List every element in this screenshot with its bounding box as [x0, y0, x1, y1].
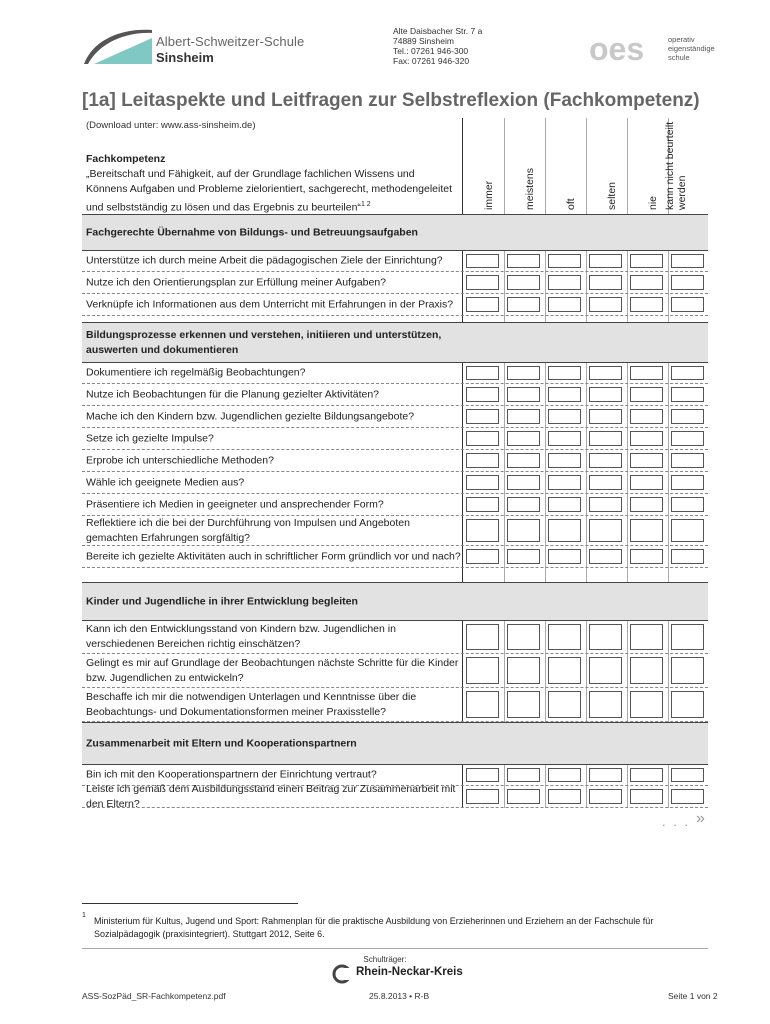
rating-checkbox[interactable] [589, 275, 622, 290]
rating-checkbox[interactable] [507, 275, 540, 290]
footer-divider [82, 948, 708, 949]
rating-checkbox[interactable] [466, 409, 499, 424]
rating-checkbox[interactable] [466, 768, 499, 782]
rating-checkbox[interactable] [507, 366, 540, 380]
question-text: Mache ich den Kindern bzw. Jugendlichen gezielte Bildungsangebote? [86, 410, 415, 422]
rating-checkbox[interactable] [589, 297, 622, 312]
question-row [82, 406, 708, 428]
rating-checkbox[interactable] [630, 409, 663, 424]
question-text: Bin ich mit den Kooperationspartnern der Einrichtung vertraut? [86, 768, 377, 781]
rating-checkbox[interactable] [589, 519, 622, 542]
rating-checkbox[interactable] [507, 519, 540, 542]
rating-checkbox[interactable] [589, 254, 622, 268]
rating-checkbox[interactable] [507, 387, 540, 402]
column-header-label: selten [605, 181, 618, 210]
footnote-text: Ministerium für Kultus, Jugend und Sport: Rahmenplan für die praktische Ausbildung von Erzieherinnen und Erziehern an der Fachschule für Sozialpädagogik (praxisintegriert). Stuttgart 2012, Seite 6. [94, 916, 654, 939]
rating-checkbox[interactable] [630, 497, 663, 512]
rating-checkbox[interactable] [548, 624, 581, 650]
column-header-0 [462, 118, 503, 214]
rating-checkbox[interactable] [507, 657, 540, 684]
rating-checkbox[interactable] [671, 387, 704, 402]
section-title: Bildungsprozesse erkennen und verstehen, initiieren und unterstützen, auswerten und dokumentieren [86, 328, 442, 356]
column-header-5 [663, 118, 708, 214]
rating-checkbox[interactable] [589, 475, 622, 490]
rating-checkbox[interactable] [548, 768, 581, 782]
question-text: Kann ich den Entwicklungsstand von Kindern bzw. Jugendlichen in verschiedenen Bereichen richtig einschätzen? [86, 623, 396, 650]
rating-checkbox[interactable] [589, 431, 622, 446]
school-name: Albert-Schweitzer-Schule [156, 34, 305, 49]
footnote-divider [82, 903, 298, 904]
oes-logo-text: oes [589, 34, 645, 62]
sponsor-label: Schulträger: [363, 955, 407, 964]
school-address [393, 26, 482, 66]
rating-checkbox[interactable] [548, 431, 581, 446]
question-text: Bereite ich gezielte Aktivitäten auch in schriftlicher Form gründlich vor und nach? [86, 550, 461, 562]
rating-checkbox[interactable] [630, 475, 663, 490]
column-header-4 [626, 118, 667, 214]
rating-checkbox[interactable] [548, 297, 581, 312]
question-text: Reflektiere ich die bei der Durchführung von Impulsen und Angeboten gemachten Erfahrungen sorgfältig? [86, 516, 410, 544]
download-note: (Download unter: www.ass-sinsheim.de) [86, 120, 256, 131]
footer-page-number: Seite 1 von 2 [668, 991, 718, 1001]
question-row [82, 516, 708, 546]
rating-checkbox[interactable] [507, 453, 540, 468]
rating-checkbox[interactable] [671, 453, 704, 468]
rating-checkbox[interactable] [507, 409, 540, 424]
rating-checkbox[interactable] [507, 475, 540, 490]
rating-checkbox[interactable] [548, 275, 581, 290]
rating-checkbox[interactable] [548, 691, 581, 718]
column-header-label: meistens [523, 167, 536, 210]
section-header [82, 214, 708, 250]
rating-checkbox[interactable] [548, 366, 581, 380]
section-title: Zusammenarbeit mit Eltern und Kooperationspartnern [86, 737, 357, 749]
oes-tagline [668, 35, 715, 62]
rating-checkbox[interactable] [589, 691, 622, 718]
column-header-label: kann nicht beurteilt werden [663, 121, 688, 210]
rating-checkbox[interactable] [507, 768, 540, 782]
rating-checkbox[interactable] [589, 624, 622, 650]
rating-checkbox[interactable] [671, 789, 704, 804]
question-text: Präsentiere ich Medien in geeigneter und ansprechender Form? [86, 498, 384, 510]
question-row [82, 450, 708, 472]
question-row [82, 654, 708, 688]
rating-checkbox[interactable] [671, 519, 704, 542]
district-logo-icon [332, 964, 352, 984]
rating-checkbox[interactable] [630, 657, 663, 684]
rating-checkbox[interactable] [466, 519, 499, 542]
question-row [82, 494, 708, 516]
column-header-label: oft [564, 198, 577, 210]
column-header-label: immer [482, 180, 495, 210]
rating-checkbox[interactable] [507, 497, 540, 512]
sponsor-name: Rhein-Neckar-Kreis [356, 966, 463, 978]
rating-checkbox[interactable] [630, 275, 663, 290]
rating-checkbox[interactable] [671, 768, 704, 782]
section-title: Fachgerechte Übernahme von Bildungs- und Betreuungsaufgaben [86, 226, 418, 238]
rating-checkbox[interactable] [507, 549, 540, 564]
question-row [82, 546, 708, 568]
rating-checkbox[interactable] [630, 366, 663, 380]
continue-arrow-icon: » [696, 810, 705, 827]
question-text: Wähle ich geeignete Medien aus? [86, 476, 245, 488]
oes-tagline-line: operativ [668, 35, 695, 44]
rating-checkbox[interactable] [466, 691, 499, 718]
rating-checkbox[interactable] [589, 549, 622, 564]
rating-checkbox[interactable] [548, 254, 581, 268]
question-text: Setze ich gezielte Impulse? [86, 432, 214, 444]
address-line: 74889 Sinsheim [393, 36, 454, 46]
rating-checkbox[interactable] [466, 624, 499, 650]
rating-checkbox[interactable] [548, 497, 581, 512]
question-text: Gelingt es mir auf Grundlage der Beobachtungen nächste Schritte für die Kinder bzw. Jugendlichen zu entwickeln? [86, 656, 459, 684]
rating-checkbox[interactable] [630, 297, 663, 312]
rating-checkbox[interactable] [671, 366, 704, 380]
column-header-2 [544, 118, 585, 214]
question-row [82, 250, 708, 272]
rating-checkbox[interactable] [466, 657, 499, 684]
rating-checkbox[interactable] [466, 254, 499, 268]
address-line: Fax: 07261 946-320 [393, 56, 470, 66]
question-row [82, 272, 708, 294]
rating-checkbox[interactable] [466, 366, 499, 380]
rating-checkbox[interactable] [671, 409, 704, 424]
rating-checkbox[interactable] [507, 691, 540, 718]
rating-checkbox[interactable] [671, 254, 704, 268]
rating-checkbox[interactable] [466, 275, 499, 290]
rating-checkbox[interactable] [671, 549, 704, 564]
column-header-label: nie [646, 195, 659, 210]
rating-checkbox[interactable] [466, 475, 499, 490]
rating-checkbox[interactable] [507, 624, 540, 650]
section-title: Kinder und Jugendliche in ihrer Entwicklung begleiten [86, 595, 358, 607]
column-header-1 [503, 118, 544, 214]
rating-checkbox[interactable] [548, 657, 581, 684]
intro-footnote-ref: 1 2 [360, 201, 371, 208]
rating-checkbox[interactable] [589, 768, 622, 782]
school-logo [80, 24, 310, 74]
rating-checkbox[interactable] [671, 431, 704, 446]
rating-checkbox[interactable] [548, 475, 581, 490]
rating-checkbox[interactable] [671, 497, 704, 512]
rating-checkbox[interactable] [589, 497, 622, 512]
rating-checkbox[interactable] [466, 453, 499, 468]
section-header [82, 722, 708, 764]
rating-checkbox[interactable] [630, 624, 663, 650]
rating-checkbox[interactable] [548, 409, 581, 424]
rating-checkbox[interactable] [630, 789, 663, 804]
rating-checkbox[interactable] [630, 691, 663, 718]
footer-date: 25.8.2013 • R-B [369, 991, 430, 1001]
address-line: Tel.: 07261 946-300 [393, 46, 469, 56]
rating-checkbox[interactable] [466, 431, 499, 446]
intro-quote: „Bereitschaft und Fähigkeit, auf der Grundlage fachlichen Wissens und Könnens Aufgaben und Probleme zielorientiert, sachgerecht, methodengeleitet und selbstständig zu lösen und das Ergebnis zu beurteilen“ [86, 168, 452, 214]
rating-checkbox[interactable] [630, 453, 663, 468]
question-text: Beschaffe ich mir die notwendigen Unterlagen und Kenntnisse über die Beobachtungs- und Dokumentationsformen meiner Praxisstelle? [86, 690, 417, 718]
section-header [82, 322, 708, 362]
question-text: Verknüpfe ich Informationen aus dem Unterricht mit Erfahrungen in der Praxis? [86, 298, 454, 310]
question-text: Unterstütze ich durch meine Arbeit die pädagogischen Ziele der Einrichtung? [86, 254, 443, 267]
page-title: [1a] Leitaspekte und Leitfragen zur Selbstreflexion (Fachkompetenz) [82, 90, 700, 111]
rating-checkbox[interactable] [548, 519, 581, 542]
question-row [82, 688, 708, 722]
school-city: Sinsheim [156, 50, 214, 65]
rating-checkbox[interactable] [589, 366, 622, 380]
rating-checkbox[interactable] [466, 297, 499, 312]
question-text: Nutze ich Beobachtungen für die Planung gezielter Aktivitäten? [86, 388, 380, 400]
rating-checkbox[interactable] [466, 549, 499, 564]
oes-tagline-line: schule [668, 53, 690, 62]
section-header [82, 582, 708, 620]
rating-checkbox[interactable] [671, 624, 704, 650]
intro-heading: Fachkompetenz [86, 153, 166, 165]
question-row [82, 384, 708, 406]
oes-tagline-line: eigenständige [668, 44, 715, 53]
question-row [82, 428, 708, 450]
rating-checkbox[interactable] [548, 453, 581, 468]
rating-checkbox[interactable] [589, 789, 622, 804]
rating-checkbox[interactable] [630, 519, 663, 542]
rating-checkbox[interactable] [630, 549, 663, 564]
rating-checkbox[interactable] [671, 657, 704, 684]
rating-checkbox[interactable] [671, 297, 704, 312]
question-text: Nutze ich den Orientierungsplan zur Erfüllung meiner Aufgaben? [86, 276, 387, 288]
rating-checkbox[interactable] [466, 789, 499, 804]
continue-marker: . . . [662, 814, 691, 829]
rating-checkbox[interactable] [589, 453, 622, 468]
footer-filename: ASS-SozPäd_SR-Fachkompetenz.pdf [82, 991, 226, 1001]
rating-checkbox[interactable] [548, 387, 581, 402]
rating-checkbox[interactable] [548, 789, 581, 804]
rating-checkbox[interactable] [507, 431, 540, 446]
rating-checkbox[interactable] [671, 475, 704, 490]
rating-checkbox[interactable] [671, 691, 704, 718]
rating-checkbox[interactable] [630, 431, 663, 446]
rating-checkbox[interactable] [630, 768, 663, 782]
oes-logo [588, 34, 666, 62]
rating-checkbox[interactable] [466, 497, 499, 512]
school-logo-icon [80, 24, 154, 70]
rating-checkbox[interactable] [507, 789, 540, 804]
question-text: Erprobe ich unterschiedliche Methoden? [86, 454, 274, 466]
rating-checkbox[interactable] [589, 387, 622, 402]
rating-checkbox[interactable] [671, 275, 704, 290]
rating-checkbox[interactable] [507, 254, 540, 268]
column-header-3 [585, 118, 626, 214]
footnote-number: 1 [82, 912, 86, 919]
question-row [82, 782, 708, 810]
question-row [82, 294, 708, 316]
rating-checkbox[interactable] [548, 549, 581, 564]
question-row [82, 620, 708, 654]
question-text: Leiste ich gemäß dem Ausbildungsstand einen Beitrag zur Zusammenarbeit mit den Eltern? [86, 782, 456, 810]
question-row [82, 362, 708, 384]
address-line: Alte Daisbacher Str. 7 a [393, 26, 483, 36]
question-row [82, 472, 708, 494]
rating-checkbox[interactable] [589, 409, 622, 424]
rating-checkbox[interactable] [589, 657, 622, 684]
rating-checkbox[interactable] [507, 297, 540, 312]
rating-checkbox[interactable] [630, 387, 663, 402]
intro-text [86, 167, 458, 216]
rating-checkbox[interactable] [466, 387, 499, 402]
question-text: Dokumentiere ich regelmäßig Beobachtungen? [86, 366, 306, 379]
rating-checkbox[interactable] [630, 254, 663, 268]
